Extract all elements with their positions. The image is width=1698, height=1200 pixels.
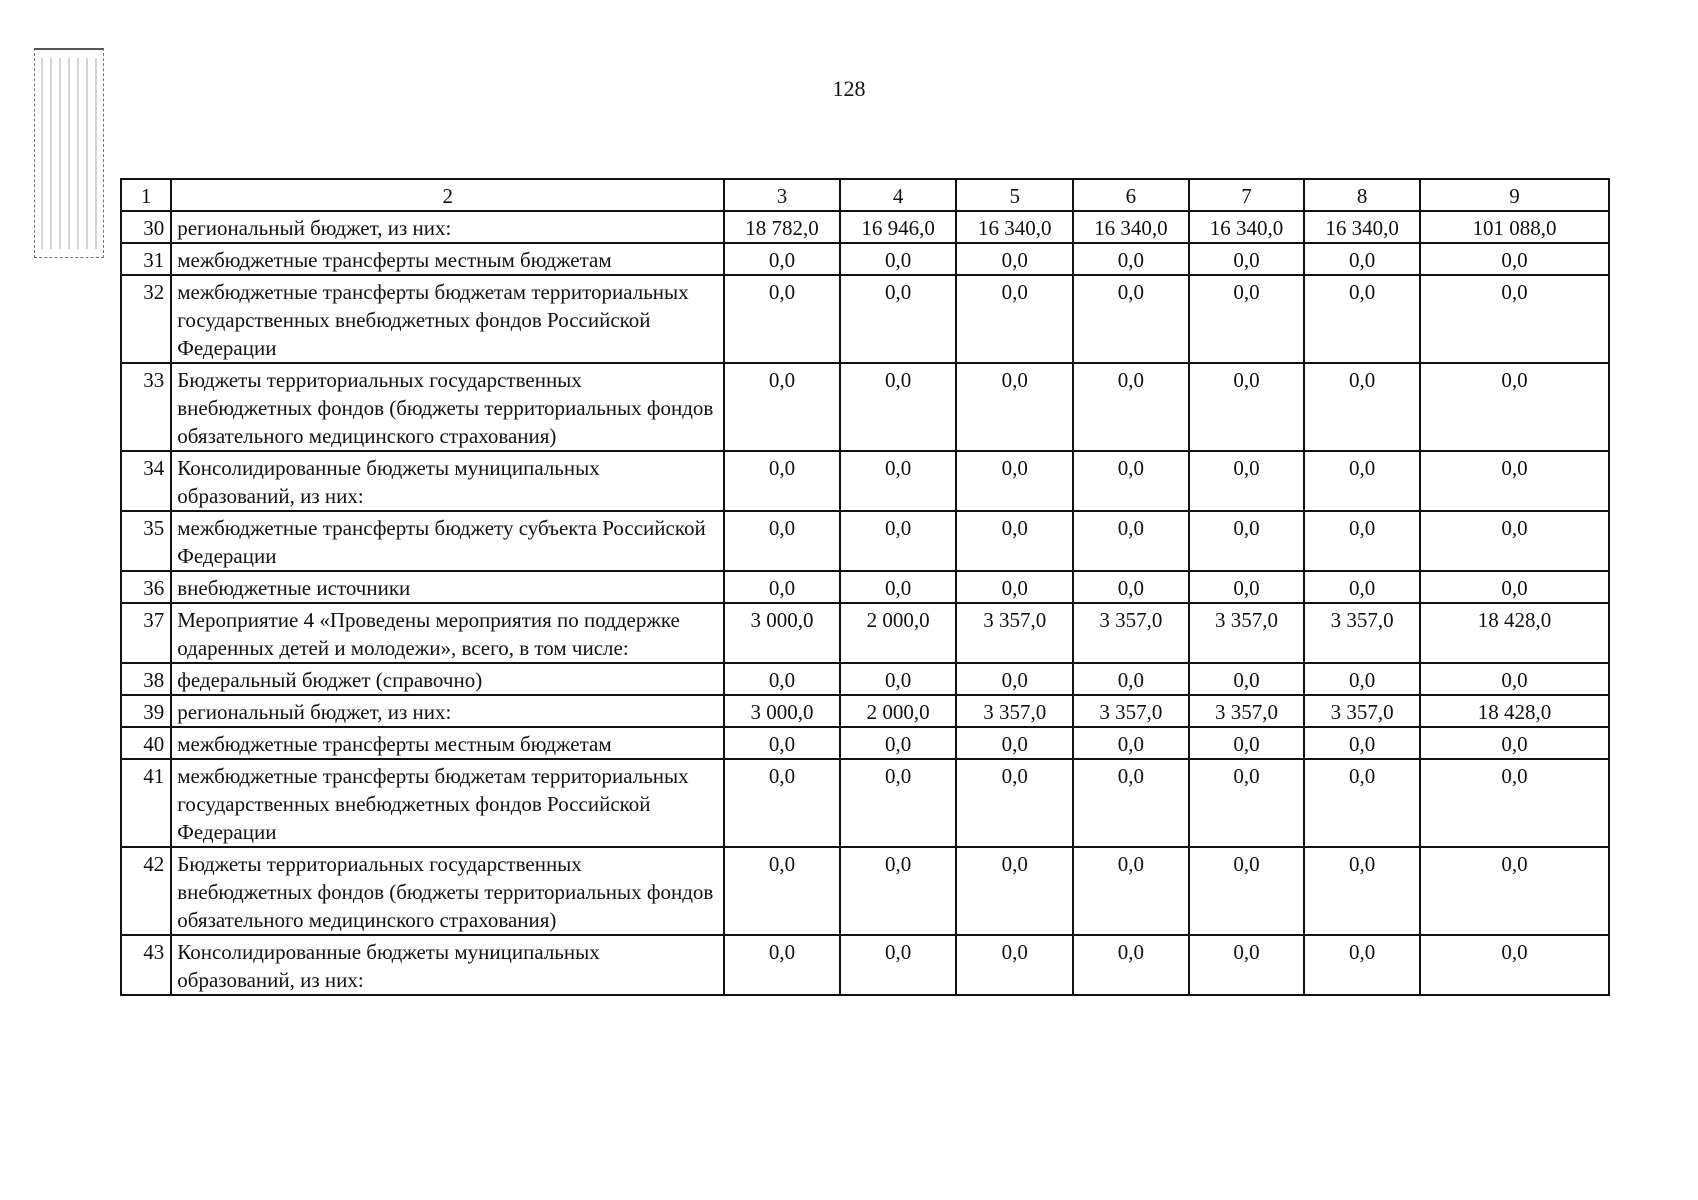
page-number: 128 <box>832 76 866 101</box>
value-cell: 3 000,0 <box>724 695 840 727</box>
row-name-cell: региональный бюджет, из них: <box>171 211 724 243</box>
row-name-cell: Консолидированные бюджеты муниципальных образований, из них: <box>171 451 724 511</box>
value-cell: 0,0 <box>840 275 957 363</box>
value-cell: 0,0 <box>724 451 840 511</box>
value-cell: 0,0 <box>1189 571 1305 603</box>
value-cell: 0,0 <box>1304 759 1420 847</box>
row-name-cell: межбюджетные трансферты местным бюджетам <box>171 727 724 759</box>
header-cell: 1 <box>121 179 171 211</box>
value-cell: 0,0 <box>1420 759 1609 847</box>
row-number-cell: 31 <box>121 243 171 275</box>
value-cell: 2 000,0 <box>840 603 957 663</box>
value-cell: 0,0 <box>1420 727 1609 759</box>
value-cell: 0,0 <box>1189 663 1305 695</box>
value-cell: 0,0 <box>1420 511 1609 571</box>
value-cell: 0,0 <box>956 363 1073 451</box>
value-cell: 0,0 <box>1073 275 1189 363</box>
value-cell: 3 357,0 <box>1189 695 1305 727</box>
value-cell: 3 357,0 <box>1073 603 1189 663</box>
header-cell: 5 <box>956 179 1073 211</box>
row-name-cell: межбюджетные трансферты местным бюджетам <box>171 243 724 275</box>
value-cell: 0,0 <box>1420 847 1609 935</box>
value-cell: 0,0 <box>840 759 957 847</box>
value-cell: 0,0 <box>840 451 957 511</box>
value-cell: 0,0 <box>1304 847 1420 935</box>
value-cell: 0,0 <box>956 759 1073 847</box>
row-number-cell: 39 <box>121 695 171 727</box>
header-cell: 7 <box>1189 179 1305 211</box>
row-number-cell: 33 <box>121 363 171 451</box>
header-cell: 8 <box>1304 179 1420 211</box>
table-row <box>121 571 1609 603</box>
value-cell: 0,0 <box>1073 759 1189 847</box>
row-number-cell: 36 <box>121 571 171 603</box>
row-name-cell: Мероприятие 4 «Проведены мероприятия по поддержке одаренных детей и молодежи», всего, в том числе: <box>171 603 724 663</box>
value-cell: 0,0 <box>1073 847 1189 935</box>
row-number-cell: 42 <box>121 847 171 935</box>
value-cell: 0,0 <box>1420 363 1609 451</box>
value-cell: 0,0 <box>1073 571 1189 603</box>
value-cell: 0,0 <box>840 363 957 451</box>
table-row <box>121 847 1609 935</box>
value-cell: 3 357,0 <box>1304 695 1420 727</box>
table-row <box>121 935 1609 995</box>
value-cell: 0,0 <box>1189 727 1305 759</box>
value-cell: 0,0 <box>1420 243 1609 275</box>
value-cell: 18 428,0 <box>1420 603 1609 663</box>
value-cell: 0,0 <box>1304 727 1420 759</box>
table-row <box>121 663 1609 695</box>
value-cell: 0,0 <box>1073 935 1189 995</box>
value-cell: 0,0 <box>956 847 1073 935</box>
table-row <box>121 211 1609 243</box>
value-cell: 0,0 <box>724 727 840 759</box>
value-cell: 0,0 <box>1073 727 1189 759</box>
row-number-cell: 35 <box>121 511 171 571</box>
value-cell: 0,0 <box>1304 511 1420 571</box>
value-cell: 0,0 <box>956 663 1073 695</box>
value-cell: 3 357,0 <box>1073 695 1189 727</box>
row-number-cell: 34 <box>121 451 171 511</box>
header-cell: 9 <box>1420 179 1609 211</box>
row-number-cell: 43 <box>121 935 171 995</box>
value-cell: 0,0 <box>1304 935 1420 995</box>
value-cell: 0,0 <box>1073 663 1189 695</box>
value-cell: 0,0 <box>1189 935 1305 995</box>
value-cell: 0,0 <box>1073 363 1189 451</box>
value-cell: 18 428,0 <box>1420 695 1609 727</box>
value-cell: 0,0 <box>1073 243 1189 275</box>
row-number-cell: 38 <box>121 663 171 695</box>
value-cell: 0,0 <box>1189 363 1305 451</box>
value-cell: 18 782,0 <box>724 211 840 243</box>
value-cell: 0,0 <box>1420 571 1609 603</box>
value-cell: 3 357,0 <box>1189 603 1305 663</box>
table-row <box>121 603 1609 663</box>
row-name-cell: межбюджетные трансферты бюджету субъекта Российской Федерации <box>171 511 724 571</box>
row-name-cell: межбюджетные трансферты бюджетам территориальных государственных внебюджетных фондов Российской Федерации <box>171 759 724 847</box>
value-cell: 0,0 <box>840 571 957 603</box>
table-row <box>121 759 1609 847</box>
value-cell: 0,0 <box>1189 275 1305 363</box>
value-cell: 0,0 <box>1189 511 1305 571</box>
value-cell: 3 357,0 <box>1304 603 1420 663</box>
value-cell: 0,0 <box>956 571 1073 603</box>
header-cell: 3 <box>724 179 840 211</box>
value-cell: 0,0 <box>724 935 840 995</box>
row-number-cell: 41 <box>121 759 171 847</box>
value-cell: 0,0 <box>840 847 957 935</box>
value-cell: 0,0 <box>840 663 957 695</box>
value-cell: 0,0 <box>956 451 1073 511</box>
value-cell: 0,0 <box>724 759 840 847</box>
value-cell: 0,0 <box>724 571 840 603</box>
value-cell: 0,0 <box>1189 243 1305 275</box>
row-number-cell: 32 <box>121 275 171 363</box>
value-cell: 3 000,0 <box>724 603 840 663</box>
row-name-cell: региональный бюджет, из них: <box>171 695 724 727</box>
row-name-cell: Бюджеты территориальных государственных внебюджетных фондов (бюджеты территориальных фондов обязательного медицинского страхования) <box>171 363 724 451</box>
table-row <box>121 275 1609 363</box>
row-name-cell: внебюджетные источники <box>171 571 724 603</box>
budget-table <box>120 178 1610 996</box>
value-cell: 0,0 <box>1073 511 1189 571</box>
value-cell: 16 340,0 <box>1304 211 1420 243</box>
value-cell: 16 340,0 <box>1073 211 1189 243</box>
value-cell: 0,0 <box>1189 847 1305 935</box>
value-cell: 0,0 <box>1304 243 1420 275</box>
value-cell: 0,0 <box>840 511 957 571</box>
value-cell: 3 357,0 <box>956 603 1073 663</box>
value-cell: 0,0 <box>1073 451 1189 511</box>
value-cell: 0,0 <box>1420 663 1609 695</box>
value-cell: 0,0 <box>1304 571 1420 603</box>
row-number-cell: 40 <box>121 727 171 759</box>
row-name-cell: межбюджетные трансферты бюджетам территориальных государственных внебюджетных фондов Российской Федерации <box>171 275 724 363</box>
budget-table-container <box>120 178 1610 996</box>
value-cell: 0,0 <box>1420 935 1609 995</box>
value-cell: 0,0 <box>724 511 840 571</box>
value-cell: 0,0 <box>724 663 840 695</box>
value-cell: 16 340,0 <box>956 211 1073 243</box>
row-number-cell: 37 <box>121 603 171 663</box>
table-row <box>121 363 1609 451</box>
value-cell: 0,0 <box>1189 759 1305 847</box>
row-name-cell: федеральный бюджет (справочно) <box>171 663 724 695</box>
value-cell: 101 088,0 <box>1420 211 1609 243</box>
value-cell: 0,0 <box>956 935 1073 995</box>
value-cell: 0,0 <box>1304 663 1420 695</box>
value-cell: 0,0 <box>840 935 957 995</box>
table-row <box>121 727 1609 759</box>
row-name-cell: Консолидированные бюджеты муниципальных образований, из них: <box>171 935 724 995</box>
row-name-cell: Бюджеты территориальных государственных внебюджетных фондов (бюджеты территориальных фондов обязательного медицинского страхования) <box>171 847 724 935</box>
header-cell: 2 <box>171 179 724 211</box>
value-cell: 0,0 <box>956 511 1073 571</box>
header-cell: 6 <box>1073 179 1189 211</box>
value-cell: 0,0 <box>1420 451 1609 511</box>
value-cell: 16 340,0 <box>1189 211 1305 243</box>
table-row <box>121 451 1609 511</box>
value-cell: 0,0 <box>956 243 1073 275</box>
value-cell: 0,0 <box>840 243 957 275</box>
value-cell: 0,0 <box>724 275 840 363</box>
value-cell: 0,0 <box>956 727 1073 759</box>
value-cell: 0,0 <box>840 727 957 759</box>
value-cell: 0,0 <box>1304 451 1420 511</box>
value-cell: 0,0 <box>1304 363 1420 451</box>
value-cell: 0,0 <box>956 275 1073 363</box>
value-cell: 0,0 <box>724 363 840 451</box>
value-cell: 0,0 <box>1420 275 1609 363</box>
value-cell: 0,0 <box>1304 275 1420 363</box>
value-cell: 0,0 <box>724 847 840 935</box>
table-row <box>121 695 1609 727</box>
value-cell: 3 357,0 <box>956 695 1073 727</box>
value-cell: 2 000,0 <box>840 695 957 727</box>
row-number-cell: 30 <box>121 211 171 243</box>
table-header-row <box>121 179 1609 211</box>
value-cell: 0,0 <box>1189 451 1305 511</box>
value-cell: 0,0 <box>724 243 840 275</box>
header-cell: 4 <box>840 179 957 211</box>
table-row <box>121 243 1609 275</box>
value-cell: 16 946,0 <box>840 211 957 243</box>
table-row <box>121 511 1609 571</box>
